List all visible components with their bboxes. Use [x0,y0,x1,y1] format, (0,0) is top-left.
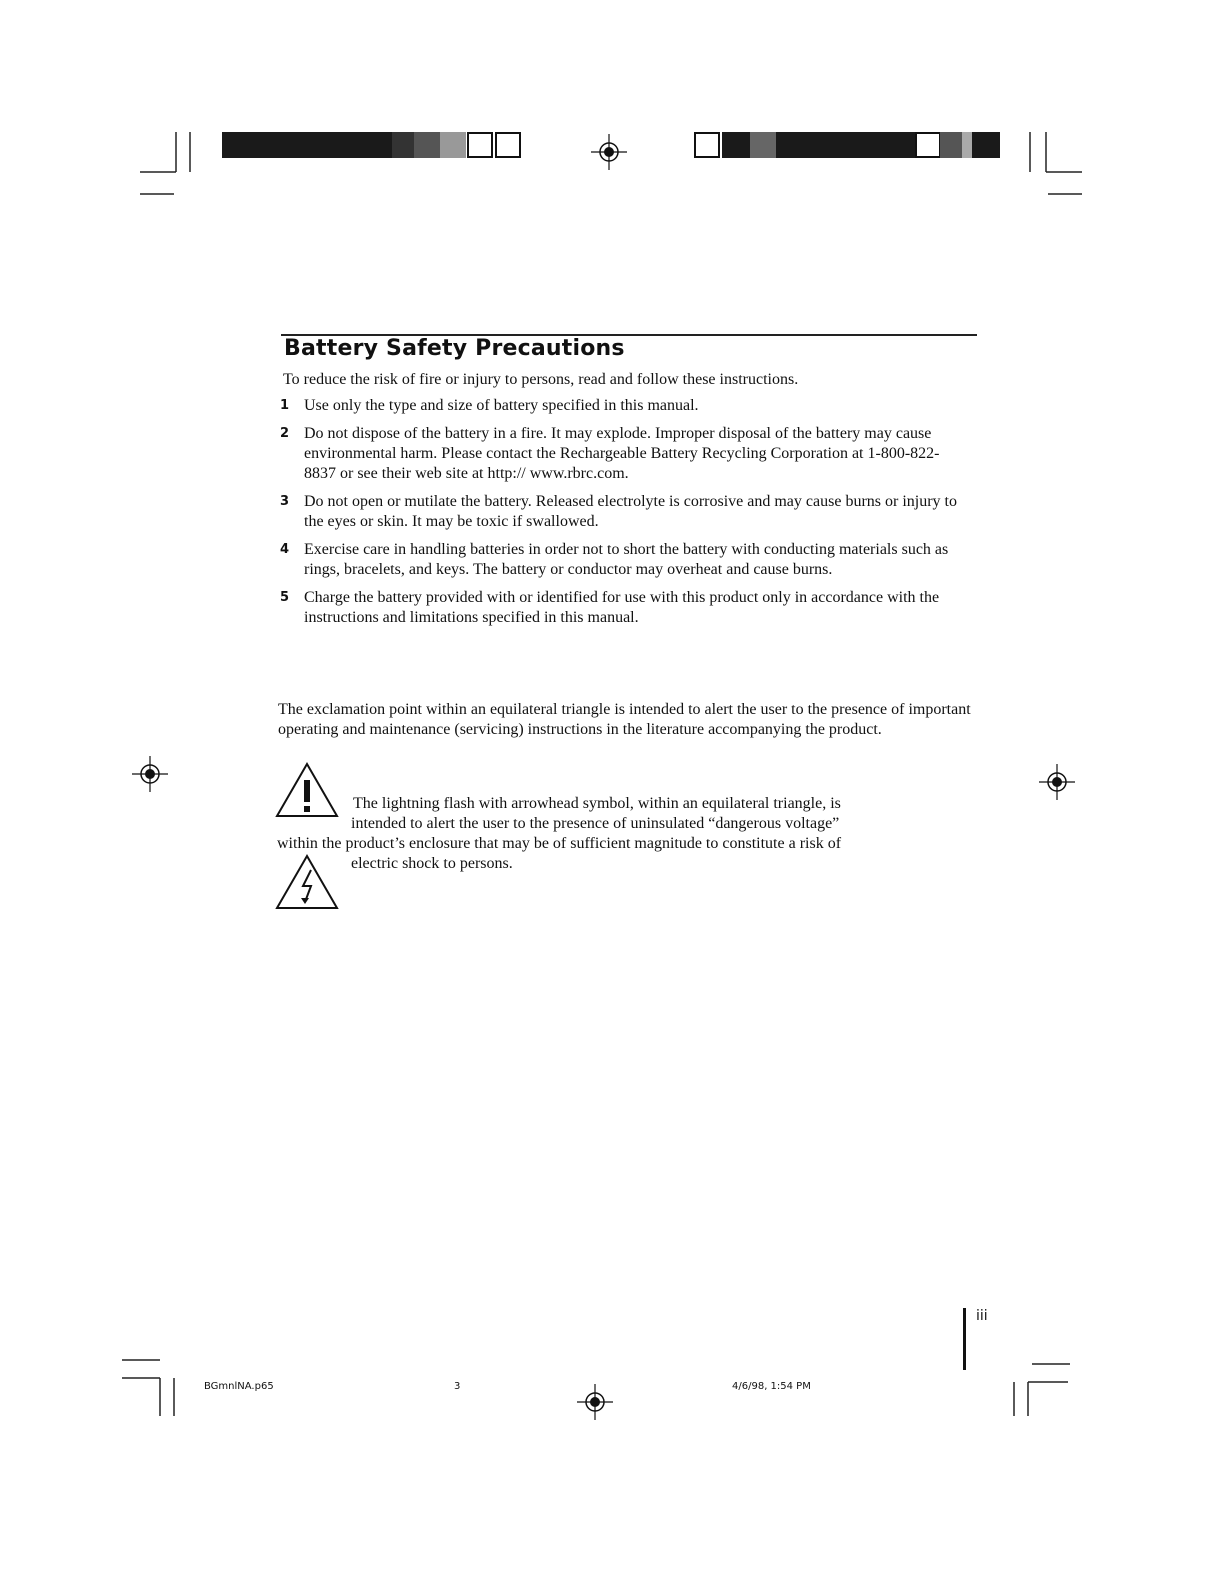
item-number: 3 [280,494,290,509]
registration-mark-icon [589,134,629,170]
header-color-bar-right [694,132,1000,158]
lightning-text-line-3: within the product’s enclosure that may be of sufficient magnitude to constitute a risk of [277,835,842,852]
item-number: 1 [280,398,290,413]
footer-filename: BGmnlNA.p65 [204,1381,274,1392]
lightning-triangle-icon [275,852,339,912]
page-number: iii [976,1308,988,1324]
lightning-text-line-2: intended to alert the user to the presence of uninsulated “dangerous voltage” [351,815,840,832]
registration-mark-icon [575,1384,615,1420]
item-number: 5 [280,590,290,605]
crop-mark-top-left [140,128,210,200]
item-text: Do not open or mutilate the battery. Released electrolyte is corrosive and may cause burns or injury to the eyes or skin. It may be toxic if swallowed. [304,493,957,530]
list-item [280,396,970,416]
list-item [280,540,970,580]
item-text: Exercise care in handling batteries in order not to short the battery with conducting materials such as rings, bracelets, and keys. The battery or conductor may overheat and cause burns. [304,541,949,578]
footer-timestamp: 4/6/98, 1:54 PM [732,1381,811,1392]
list-item [280,424,970,484]
item-number: 4 [280,542,290,557]
intro-text: To reduce the risk of fire or injury to persons, read and follow these instructions. [283,371,799,388]
header-color-bar-left [222,132,522,158]
crop-mark-bottom-right [1006,1356,1076,1418]
footer-sheet-number: 3 [454,1381,461,1392]
list-item [280,588,970,628]
exclamation-triangle-icon [275,760,339,820]
page-number-bar [963,1308,966,1370]
precautions-list [280,396,970,636]
item-text: Charge the battery provided with or identified for use with this product only in accordance with the instructions and limitations specified in this manual. [304,589,940,626]
crop-mark-bottom-left [120,1356,190,1418]
page-title: Battery Safety Precautions [284,336,625,361]
item-text: Do not dispose of the battery in a fire. It may explode. Improper disposal of the battery may cause environmental harm. Please contact the Rechargeable Battery Recycling Corporation at 1-800-822-8837 or see their web site at http:// www.rbrc.com. [304,425,940,482]
lightning-text-line-1: The lightning flash with arrowhead symbol, within an equilateral triangle, is [353,795,841,812]
item-number: 2 [280,426,290,441]
exclamation-paragraph: The exclamation point within an equilateral triangle is intended to alert the user to the presence of important operating and maintenance (servicing) instructions in the literature accompanying the product. [278,701,971,738]
crop-mark-top-right [1020,128,1090,200]
list-item [280,492,970,532]
item-text: Use only the type and size of battery specified in this manual. [304,397,699,414]
registration-mark-icon [1037,764,1077,800]
registration-mark-icon [130,756,170,792]
lightning-text-line-4: electric shock to persons. [351,855,513,872]
